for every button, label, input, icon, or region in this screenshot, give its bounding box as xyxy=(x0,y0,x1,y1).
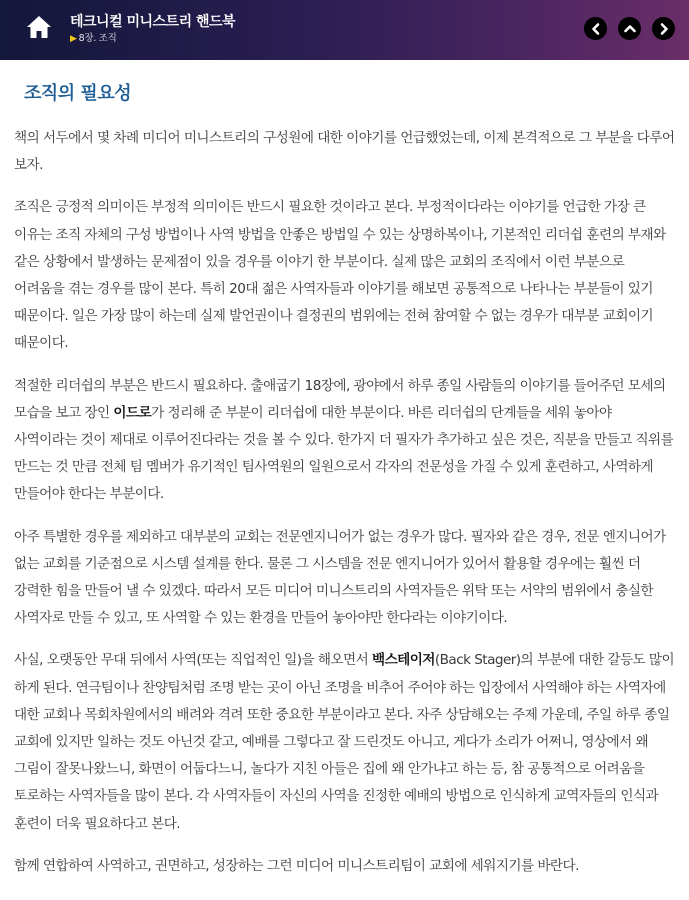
chapter-text: 8장. 조직 xyxy=(78,33,117,44)
play-icon: ▶ xyxy=(70,34,77,44)
paragraph-engineers: 아주 특별한 경우를 제외하고 대부분의 교회는 전문엔지니어가 없는 경우가 많다. 필자와 같은 경우, 전문 엔지니어가 없는 교회를 기준점으로 시스템 설계를 한다. 물론 그 시스템을 전문 엔지니어가 있어서 활용할 경우에는 훨씬 더 강력한 힘을 만들어 낼 수 있겠다. 따라서 모든 미디어 미니스트리의 사역자들은 위탁 또는 서약의 범위에서 충실한 사역자로 만들 수 있고, 또 사역할 수 있는 환경을 만들어 놓아야만 한다라는 이야기이다. xyxy=(14,528,666,627)
home-icon[interactable] xyxy=(26,14,52,40)
paragraph-text: (Back Stager)의 부분에 대한 갈등도 많이 하게 된다. 연극팀이나 찬양팀처럼 조명 받는 곳이 아닌 조명을 비추어 주어야 하는 입장에서 사역해야 하는 사역자에 대한 교회나 목회차원에서의 배려와 격려 또한 중요한 부분이라고 본다. 자주 상담해오는 주제 가운데, 주일 하루 종일 교회에 있지만 일하는 것도 아닌것 같고, 예배를 그렇다고 잘 드린것도 아니고, 게다가 소리가 어쩌니, 영상에서 왜 그림이 잘못나왔느니, 화면이 어둡다느니, 놀다가 지친 아들은 집에 왜 안가냐고 하는 등, 참 공통적으로 어려움을 토로하는 사역자들을 많이 본다. 각 사역자들이 자신의 사역을 진정한 예배의 방법으로 인식하게 교역자들의 인식과 훈련이 더욱 필요하다고 본다. xyxy=(14,652,675,832)
top-bar xyxy=(0,0,689,60)
paragraph-leadership xyxy=(14,373,675,509)
nav-buttons xyxy=(584,17,675,40)
app-title: 테크니컬 미니스트리 핸드북 xyxy=(70,14,236,30)
chevron-right-icon xyxy=(657,22,671,36)
emphasis-jethro: 이드로 xyxy=(113,404,152,421)
prev-page-button[interactable] xyxy=(584,17,607,40)
header-titles xyxy=(70,14,235,46)
paragraph-closing: 함께 연합하여 사역하고, 권면하고, 성장하는 그런 미디어 미니스트리팀이 교회에 세워지기를 바란다. xyxy=(14,857,579,874)
section-heading: 조직의 필요성 xyxy=(24,83,132,104)
paragraph-intro: 책의 서두에서 몇 차례 미디어 미니스트리의 구성원에 대한 이야기를 언급했었는데, 이제 본격적으로 그 부분을 다루어 보자. xyxy=(14,130,675,174)
paragraph-text: 가 정리해 준 부분이 리더쉽에 대한 부분이다. 바른 리더쉽의 단계들을 세워 놓아야 사역이라는 것이 제대로 이루어진다라는 것을 볼 수 있다. 한가지 더 필자가 추가하고 싶은 것은, 직분을 만들고 직위를 만드는 것 만큼 전체 팀 멤버가 유기적인 팀사역원의 일원으로서 각자의 전문성을 가질 수 있게 훈련하고, 사역하게 만들어야 한다는 부분이다. xyxy=(14,404,674,503)
paragraph-text: 적절한 리더쉽의 부분은 반드시 필요하다. 출애굽기 18장에, 광야에서 하루 종일 사람들의 이야기를 들어주던 모세의 모습을 보고 장인 xyxy=(14,377,666,421)
scroll-top-button[interactable] xyxy=(618,17,641,40)
chapter-label xyxy=(70,32,235,46)
article-content xyxy=(0,60,689,880)
paragraph-backstager xyxy=(14,647,675,837)
chevron-up-icon xyxy=(623,22,637,36)
paragraph-organization: 조직은 긍정적 의미이든 부정적 의미이든 반드시 필요한 것이라고 본다. 부정적이다라는 이야기를 언급한 가장 큰 이유는 조직 자체의 구성 방법이나 사역 방법을 안좋은 방법일 수 있는 상명하복이나, 기본적인 리더쉽 훈련의 부재와 같은 상황에서 발생하는 문제점이 있을 경우를 이야기 한 부분이다. 실제 많은 교회의 조직에서 이런 부분으로 어려움을 겪는 경우를 많이 본다. 특히 20대 젊은 사역자들과 이야기를 해보면 공통적으로 나타나는 부분들이 있기 때문이다. 일은 가장 많이 하는데 실제 발언권이나 결정권의 범위에는 전혀 참여할 수 없는 경우가 대부분 교회이기 때문이다. xyxy=(14,199,666,352)
emphasis-backstager: 백스테이저 xyxy=(371,652,435,669)
paragraph-text: 사실, 오랫동안 무대 뒤에서 사역(또는 직업적인 일)을 해오면서 xyxy=(14,652,372,669)
chevron-left-icon xyxy=(589,22,603,36)
next-page-button[interactable] xyxy=(652,17,675,40)
